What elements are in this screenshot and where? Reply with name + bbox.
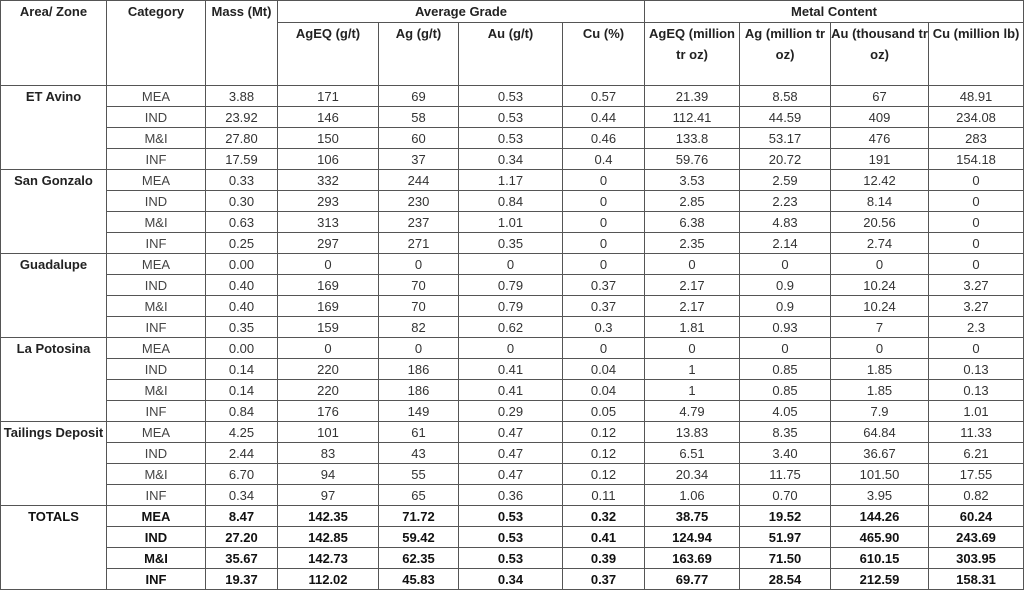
value-cell: 4.25	[206, 422, 278, 443]
table-row	[1, 233, 1024, 254]
value-cell: 7.9	[831, 401, 929, 422]
table-row	[1, 254, 1024, 275]
value-cell: 0	[645, 254, 740, 275]
category-cell: INF	[107, 401, 206, 422]
value-cell: 1.85	[831, 380, 929, 401]
value-cell: 8.14	[831, 191, 929, 212]
value-cell: 0.35	[206, 317, 278, 338]
zone-name: San Gonzalo	[1, 170, 107, 254]
value-cell: 0.37	[563, 296, 645, 317]
value-cell: 19.52	[740, 506, 831, 527]
value-cell: 297	[278, 233, 379, 254]
header-metal-ageq: AgEQ (million tr oz)	[645, 23, 740, 86]
value-cell: 0	[929, 233, 1024, 254]
value-cell: 169	[278, 296, 379, 317]
value-cell: 70	[379, 275, 459, 296]
header-average-grade: Average Grade	[278, 1, 645, 23]
value-cell: 271	[379, 233, 459, 254]
value-cell: 186	[379, 380, 459, 401]
value-cell: 101.50	[831, 464, 929, 485]
value-cell: 51.97	[740, 527, 831, 548]
value-cell: 237	[379, 212, 459, 233]
value-cell: 48.91	[929, 86, 1024, 107]
value-cell: 65	[379, 485, 459, 506]
value-cell: 2.17	[645, 275, 740, 296]
value-cell: 17.59	[206, 149, 278, 170]
value-cell: 610.15	[831, 548, 929, 569]
value-cell: 27.20	[206, 527, 278, 548]
category-cell: M&I	[107, 464, 206, 485]
value-cell: 0.84	[206, 401, 278, 422]
value-cell: 0	[563, 212, 645, 233]
value-cell: 4.05	[740, 401, 831, 422]
value-cell: 171	[278, 86, 379, 107]
value-cell: 244	[379, 170, 459, 191]
value-cell: 230	[379, 191, 459, 212]
value-cell: 476	[831, 128, 929, 149]
value-cell: 0.11	[563, 485, 645, 506]
value-cell: 220	[278, 380, 379, 401]
value-cell: 0.9	[740, 275, 831, 296]
category-cell: M&I	[107, 128, 206, 149]
zone-name: La Potosina	[1, 338, 107, 422]
value-cell: 332	[278, 170, 379, 191]
category-cell: M&I	[107, 548, 206, 569]
value-cell: 2.74	[831, 233, 929, 254]
value-cell: 11.75	[740, 464, 831, 485]
table-row	[1, 506, 1024, 527]
value-cell: 69	[379, 86, 459, 107]
value-cell: 0.3	[563, 317, 645, 338]
header-metal-content: Metal Content	[645, 1, 1024, 23]
value-cell: 82	[379, 317, 459, 338]
value-cell: 142.85	[278, 527, 379, 548]
table-row	[1, 401, 1024, 422]
value-cell: 144.26	[831, 506, 929, 527]
value-cell: 0.53	[459, 548, 563, 569]
value-cell: 59.42	[379, 527, 459, 548]
category-cell: M&I	[107, 212, 206, 233]
header-metal-ag: Ag (million tr oz)	[740, 23, 831, 86]
table-row	[1, 212, 1024, 233]
value-cell: 71.72	[379, 506, 459, 527]
value-cell: 0.47	[459, 422, 563, 443]
header-metal-cu: Cu (million lb)	[929, 23, 1024, 86]
value-cell: 2.35	[645, 233, 740, 254]
value-cell: 1	[645, 359, 740, 380]
value-cell: 62.35	[379, 548, 459, 569]
value-cell: 0.63	[206, 212, 278, 233]
header-grade-cu: Cu (%)	[563, 23, 645, 86]
zone-name: ET Avino	[1, 86, 107, 170]
value-cell: 0	[459, 338, 563, 359]
value-cell: 83	[278, 443, 379, 464]
value-cell: 0	[929, 191, 1024, 212]
value-cell: 0.04	[563, 359, 645, 380]
value-cell: 0	[459, 254, 563, 275]
value-cell: 0.41	[459, 359, 563, 380]
value-cell: 3.88	[206, 86, 278, 107]
value-cell: 0	[929, 170, 1024, 191]
value-cell: 2.23	[740, 191, 831, 212]
value-cell: 0.12	[563, 464, 645, 485]
value-cell: 43	[379, 443, 459, 464]
value-cell: 0.53	[459, 506, 563, 527]
value-cell: 0.47	[459, 464, 563, 485]
value-cell: 58	[379, 107, 459, 128]
value-cell: 0.13	[929, 359, 1024, 380]
value-cell: 0.40	[206, 275, 278, 296]
value-cell: 2.14	[740, 233, 831, 254]
value-cell: 0.30	[206, 191, 278, 212]
value-cell: 176	[278, 401, 379, 422]
value-cell: 133.8	[645, 128, 740, 149]
value-cell: 97	[278, 485, 379, 506]
value-cell: 64.84	[831, 422, 929, 443]
zone-name: Tailings Deposit	[1, 422, 107, 506]
table-row	[1, 107, 1024, 128]
value-cell: 0	[645, 338, 740, 359]
header-grade-ag: Ag (g/t)	[379, 23, 459, 86]
value-cell: 3.40	[740, 443, 831, 464]
value-cell: 4.79	[645, 401, 740, 422]
value-cell: 69.77	[645, 569, 740, 590]
value-cell: 0.14	[206, 359, 278, 380]
value-cell: 124.94	[645, 527, 740, 548]
value-cell: 0.14	[206, 380, 278, 401]
category-cell: INF	[107, 317, 206, 338]
value-cell: 0	[831, 338, 929, 359]
table-row	[1, 443, 1024, 464]
category-cell: INF	[107, 569, 206, 590]
value-cell: 1.06	[645, 485, 740, 506]
value-cell: 20.72	[740, 149, 831, 170]
value-cell: 234.08	[929, 107, 1024, 128]
value-cell: 243.69	[929, 527, 1024, 548]
table-row	[1, 170, 1024, 191]
value-cell: 150	[278, 128, 379, 149]
value-cell: 112.02	[278, 569, 379, 590]
value-cell: 0.82	[929, 485, 1024, 506]
value-cell: 0	[740, 338, 831, 359]
value-cell: 3.27	[929, 296, 1024, 317]
table-row	[1, 317, 1024, 338]
value-cell: 37	[379, 149, 459, 170]
value-cell: 0.34	[459, 569, 563, 590]
value-cell: 191	[831, 149, 929, 170]
value-cell: 23.92	[206, 107, 278, 128]
table-row	[1, 569, 1024, 590]
value-cell: 0.00	[206, 338, 278, 359]
value-cell: 60.24	[929, 506, 1024, 527]
value-cell: 6.51	[645, 443, 740, 464]
category-cell: INF	[107, 233, 206, 254]
value-cell: 0.46	[563, 128, 645, 149]
value-cell: 0.12	[563, 422, 645, 443]
value-cell: 6.38	[645, 212, 740, 233]
table-row	[1, 359, 1024, 380]
table-row	[1, 191, 1024, 212]
value-cell: 0.41	[459, 380, 563, 401]
value-cell: 112.41	[645, 107, 740, 128]
category-cell: IND	[107, 107, 206, 128]
table-row	[1, 128, 1024, 149]
zone-name: TOTALS	[1, 506, 107, 590]
value-cell: 283	[929, 128, 1024, 149]
value-cell: 146	[278, 107, 379, 128]
value-cell: 0.12	[563, 443, 645, 464]
value-cell: 2.17	[645, 296, 740, 317]
value-cell: 71.50	[740, 548, 831, 569]
value-cell: 36.67	[831, 443, 929, 464]
value-cell: 6.21	[929, 443, 1024, 464]
table-row	[1, 149, 1024, 170]
header-area: Area/ Zone	[1, 1, 107, 86]
value-cell: 0	[278, 254, 379, 275]
value-cell: 149	[379, 401, 459, 422]
value-cell: 60	[379, 128, 459, 149]
value-cell: 0	[929, 338, 1024, 359]
value-cell: 0	[740, 254, 831, 275]
value-cell: 0.70	[740, 485, 831, 506]
table-row	[1, 275, 1024, 296]
value-cell: 3.27	[929, 275, 1024, 296]
value-cell: 19.37	[206, 569, 278, 590]
value-cell: 8.35	[740, 422, 831, 443]
category-cell: IND	[107, 527, 206, 548]
value-cell: 0	[563, 170, 645, 191]
value-cell: 38.75	[645, 506, 740, 527]
value-cell: 101	[278, 422, 379, 443]
value-cell: 0.37	[563, 275, 645, 296]
category-cell: MEA	[107, 506, 206, 527]
value-cell: 0.79	[459, 275, 563, 296]
value-cell: 0	[563, 338, 645, 359]
value-cell: 293	[278, 191, 379, 212]
value-cell: 94	[278, 464, 379, 485]
table-body	[1, 86, 1024, 590]
value-cell: 28.54	[740, 569, 831, 590]
value-cell: 0.36	[459, 485, 563, 506]
value-cell: 12.42	[831, 170, 929, 191]
value-cell: 0.00	[206, 254, 278, 275]
value-cell: 61	[379, 422, 459, 443]
value-cell: 6.70	[206, 464, 278, 485]
value-cell: 11.33	[929, 422, 1024, 443]
value-cell: 45.83	[379, 569, 459, 590]
value-cell: 0	[563, 191, 645, 212]
value-cell: 0.93	[740, 317, 831, 338]
header-metal-au: Au (thousand tr oz)	[831, 23, 929, 86]
table-row	[1, 548, 1024, 569]
value-cell: 7	[831, 317, 929, 338]
table-row	[1, 86, 1024, 107]
category-cell: IND	[107, 443, 206, 464]
value-cell: 35.67	[206, 548, 278, 569]
value-cell: 27.80	[206, 128, 278, 149]
category-cell: INF	[107, 485, 206, 506]
value-cell: 1.81	[645, 317, 740, 338]
value-cell: 0	[379, 338, 459, 359]
value-cell: 44.59	[740, 107, 831, 128]
value-cell: 212.59	[831, 569, 929, 590]
value-cell: 154.18	[929, 149, 1024, 170]
value-cell: 163.69	[645, 548, 740, 569]
value-cell: 0.04	[563, 380, 645, 401]
category-cell: MEA	[107, 338, 206, 359]
category-cell: IND	[107, 191, 206, 212]
value-cell: 3.95	[831, 485, 929, 506]
header-category: Category	[107, 1, 206, 86]
value-cell: 0.4	[563, 149, 645, 170]
category-cell: IND	[107, 359, 206, 380]
category-cell: MEA	[107, 422, 206, 443]
value-cell: 8.47	[206, 506, 278, 527]
value-cell: 0.32	[563, 506, 645, 527]
header-grade-ageq: AgEQ (g/t)	[278, 23, 379, 86]
value-cell: 0	[929, 254, 1024, 275]
value-cell: 0.53	[459, 107, 563, 128]
value-cell: 0	[379, 254, 459, 275]
value-cell: 0	[831, 254, 929, 275]
value-cell: 0.85	[740, 380, 831, 401]
value-cell: 1.85	[831, 359, 929, 380]
value-cell: 409	[831, 107, 929, 128]
value-cell: 313	[278, 212, 379, 233]
value-cell: 67	[831, 86, 929, 107]
value-cell: 0	[929, 212, 1024, 233]
header-grade-au: Au (g/t)	[459, 23, 563, 86]
table-row	[1, 296, 1024, 317]
value-cell: 8.58	[740, 86, 831, 107]
value-cell: 0.13	[929, 380, 1024, 401]
value-cell: 0.53	[459, 86, 563, 107]
category-cell: M&I	[107, 296, 206, 317]
value-cell: 70	[379, 296, 459, 317]
value-cell: 0.33	[206, 170, 278, 191]
value-cell: 0.85	[740, 359, 831, 380]
value-cell: 0	[563, 233, 645, 254]
value-cell: 0.79	[459, 296, 563, 317]
value-cell: 2.3	[929, 317, 1024, 338]
value-cell: 0	[278, 338, 379, 359]
value-cell: 13.83	[645, 422, 740, 443]
value-cell: 186	[379, 359, 459, 380]
value-cell: 3.53	[645, 170, 740, 191]
value-cell: 0.05	[563, 401, 645, 422]
value-cell: 0.29	[459, 401, 563, 422]
table-row	[1, 380, 1024, 401]
value-cell: 158.31	[929, 569, 1024, 590]
value-cell: 0.39	[563, 548, 645, 569]
value-cell: 220	[278, 359, 379, 380]
value-cell: 20.34	[645, 464, 740, 485]
category-cell: IND	[107, 275, 206, 296]
category-cell: INF	[107, 149, 206, 170]
zone-name: Guadalupe	[1, 254, 107, 338]
value-cell: 10.24	[831, 296, 929, 317]
category-cell: MEA	[107, 170, 206, 191]
value-cell: 0.9	[740, 296, 831, 317]
table-row	[1, 464, 1024, 485]
value-cell: 59.76	[645, 149, 740, 170]
category-cell: MEA	[107, 86, 206, 107]
value-cell: 0.84	[459, 191, 563, 212]
value-cell: 0.40	[206, 296, 278, 317]
category-cell: M&I	[107, 380, 206, 401]
table-row	[1, 527, 1024, 548]
table-row	[1, 422, 1024, 443]
value-cell: 2.44	[206, 443, 278, 464]
value-cell: 1.01	[929, 401, 1024, 422]
value-cell: 106	[278, 149, 379, 170]
value-cell: 21.39	[645, 86, 740, 107]
value-cell: 169	[278, 275, 379, 296]
value-cell: 4.83	[740, 212, 831, 233]
value-cell: 0.47	[459, 443, 563, 464]
value-cell: 1.01	[459, 212, 563, 233]
category-cell: MEA	[107, 254, 206, 275]
value-cell: 0.34	[206, 485, 278, 506]
value-cell: 2.85	[645, 191, 740, 212]
table-row	[1, 485, 1024, 506]
value-cell: 1	[645, 380, 740, 401]
value-cell: 0.35	[459, 233, 563, 254]
value-cell: 0.34	[459, 149, 563, 170]
value-cell: 0.62	[459, 317, 563, 338]
value-cell: 159	[278, 317, 379, 338]
value-cell: 1.17	[459, 170, 563, 191]
value-cell: 53.17	[740, 128, 831, 149]
value-cell: 0	[563, 254, 645, 275]
value-cell: 17.55	[929, 464, 1024, 485]
value-cell: 303.95	[929, 548, 1024, 569]
value-cell: 465.90	[831, 527, 929, 548]
value-cell: 142.35	[278, 506, 379, 527]
value-cell: 0.57	[563, 86, 645, 107]
value-cell: 55	[379, 464, 459, 485]
value-cell: 0.53	[459, 527, 563, 548]
value-cell: 2.59	[740, 170, 831, 191]
value-cell: 10.24	[831, 275, 929, 296]
value-cell: 0.41	[563, 527, 645, 548]
value-cell: 0.44	[563, 107, 645, 128]
value-cell: 142.73	[278, 548, 379, 569]
value-cell: 0.53	[459, 128, 563, 149]
value-cell: 0.37	[563, 569, 645, 590]
value-cell: 20.56	[831, 212, 929, 233]
table-row	[1, 338, 1024, 359]
header-mass: Mass (Mt)	[206, 1, 278, 86]
value-cell: 0.25	[206, 233, 278, 254]
